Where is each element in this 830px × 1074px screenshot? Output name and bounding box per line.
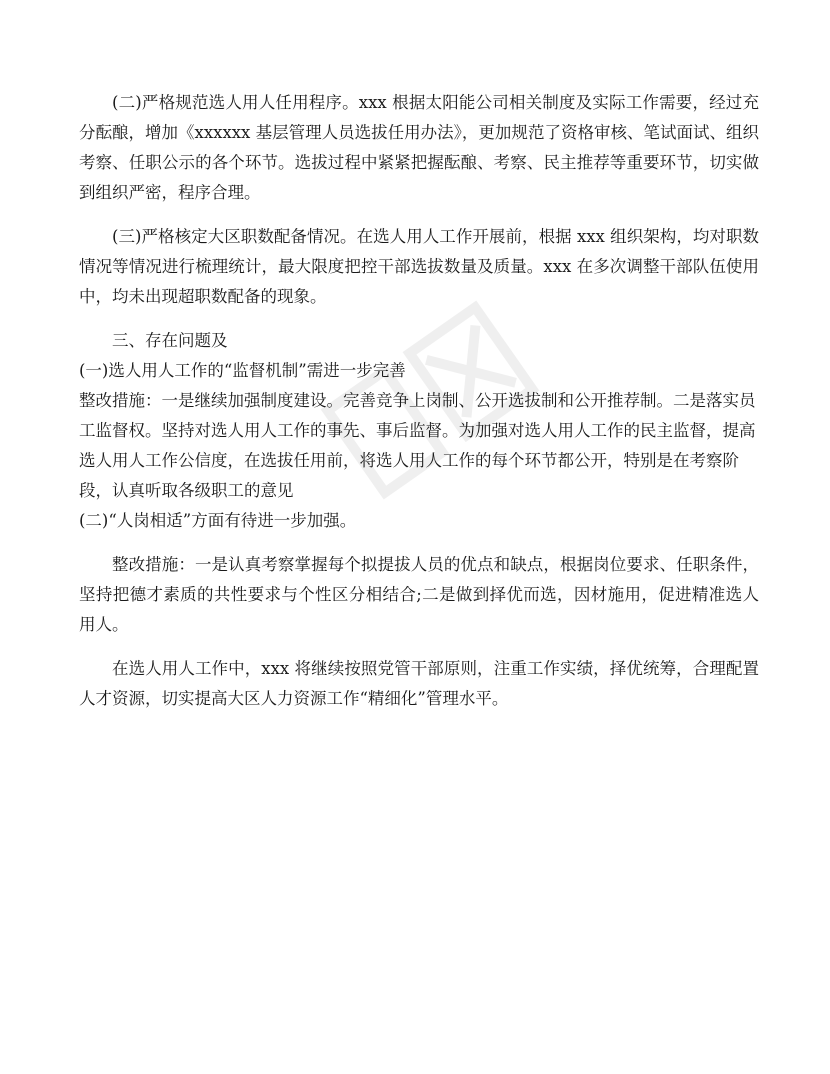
issue-1-title: (一)选人用人工作的“监督机制”需进一步完善 bbox=[79, 361, 406, 380]
document-body bbox=[79, 88, 759, 714]
issue-1-measures: 整改措施：一是继续加强制度建设。完善竞争上岗制、公开选拔制和公开推荐制。二是落实员工监督权。坚持对选人用人工作的事先、事后监督。为加强对选人用人工作的民主监督，提高选人用人工作公信度，在选拔任用前，将选人用人工作的每个环节都公开，特别是在考察阶段，认真听取各级职工的意见 bbox=[79, 391, 756, 500]
paragraph-conclusion: 在选人用人工作中，xxx 将继续按照党管干部原则，注重工作实绩，择优统筹，合理配置人才资源，切实提高大区人力资源工作“精细化”管理水平。 bbox=[79, 659, 759, 708]
paragraph-procedure: (二)严格规范选人用人任用程序。xxx 根据太阳能公司相关制度及实际工作需要，经过充分酝酿，增加《xxxxxx 基层管理人员选拔任用办法》，更加规范了资格审核、笔试面试、组织考察、任职公示的各个环节。选拔过程中紧紧把握酝酿、考察、民主推荐等重要环节，切实做到组织严密，程序合理。 bbox=[79, 93, 759, 202]
paragraph-staffing: (三)严格核定大区职数配备情况。在选人用人工作开展前，根据 xxx 组织架构，均对职数情况等情况进行梳理统计，最大限度把控干部选拔数量及质量。xxx 在多次调整干部队伍使用中，均未出现超职数配备的现象。 bbox=[79, 227, 759, 306]
section-heading: 三、存在问题及 bbox=[112, 331, 228, 350]
issue-2-measures: 整改措施：一是认真考察掌握每个拟提拔人员的优点和缺点，根据岗位要求、任职条件，坚持把德才素质的共性要求与个性区分相结合;二是做到择优而选，因材施用，促进精准选人用人。 bbox=[79, 555, 759, 634]
issue-2-title: (二)“人岗相适”方面有待进一步加强。 bbox=[79, 511, 357, 530]
